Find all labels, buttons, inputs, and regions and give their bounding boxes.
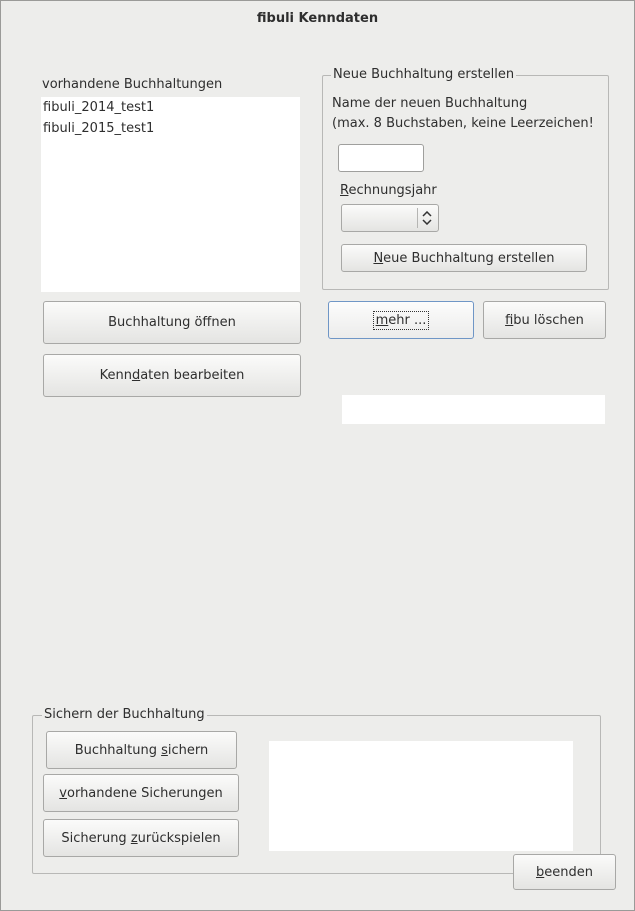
window-title: fibuli Kenndaten	[256, 11, 379, 26]
spin-arrows-icon[interactable]	[422, 211, 432, 225]
backup-restore-label: Sicherung zurückspielen	[61, 830, 221, 846]
backup-list-label: vorhandene Sicherungen	[59, 785, 223, 801]
info-field	[342, 395, 605, 424]
backup-save-button[interactable]	[46, 731, 237, 769]
more-button[interactable]	[328, 301, 474, 339]
backup-list-button[interactable]	[43, 774, 239, 812]
backup-output-area	[269, 741, 573, 851]
delete-fibu-label: fibu löschen	[505, 312, 584, 328]
existing-list[interactable]	[41, 97, 300, 292]
new-name-input[interactable]	[338, 144, 424, 172]
list-item[interactable]: fibuli_2015_test1	[43, 121, 155, 136]
year-label: Rechnungsjahr	[340, 183, 437, 198]
backup-restore-button[interactable]	[43, 819, 239, 857]
open-bookkeeping-button[interactable]: Buchhaltung öffnen	[43, 301, 301, 344]
spin-separator	[417, 208, 418, 228]
quit-label: beenden	[536, 864, 593, 880]
delete-fibu-button[interactable]	[483, 301, 606, 339]
create-bookkeeping-label: Neue Buchhaltung erstellen	[373, 250, 555, 266]
edit-keydata-button[interactable]	[43, 354, 301, 397]
existing-list-label: vorhandene Buchhaltungen	[42, 77, 223, 92]
backup-group-title: Sichern der Buchhaltung	[44, 707, 205, 722]
year-spin[interactable]	[341, 204, 439, 232]
create-bookkeeping-button[interactable]	[341, 244, 587, 272]
edit-keydata-label: Kenndaten bearbeiten	[99, 368, 245, 383]
new-bookkeeping-title: Neue Buchhaltung erstellen	[333, 67, 515, 82]
list-item[interactable]: fibuli_2014_test1	[43, 100, 155, 115]
backup-save-label: Buchhaltung sichern	[74, 742, 209, 758]
new-name-label-line2: (max. 8 Buchstaben, keine Leerzeichen!	[332, 116, 594, 131]
quit-button[interactable]	[513, 854, 616, 890]
more-label: mehr ...	[373, 311, 430, 330]
new-name-label-line1: Name der neuen Buchhaltung	[332, 96, 528, 111]
